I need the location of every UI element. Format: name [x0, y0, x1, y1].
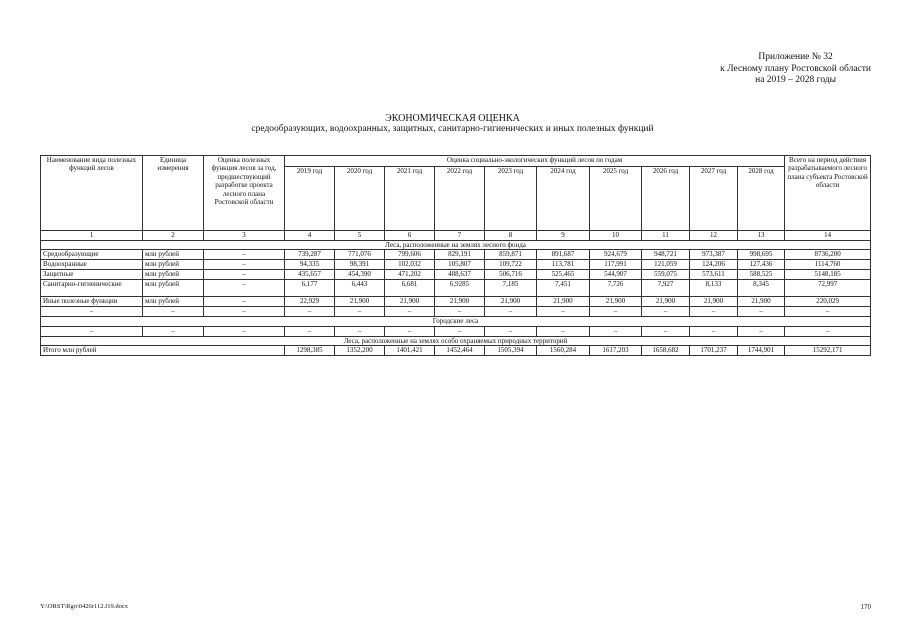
column-number: 3 [204, 231, 285, 241]
table-row [41, 297, 871, 307]
row-year-value: 7,185 [485, 280, 537, 297]
empty-cell: – [690, 307, 738, 317]
row-total: 72,997 [785, 280, 871, 297]
total-year-value: 1452,464 [435, 346, 485, 356]
header-year: 2020 год [335, 167, 385, 231]
row-year-value: 588,525 [738, 270, 785, 280]
row-previous-value: – [204, 270, 285, 280]
document-title [0, 113, 905, 135]
row-year-value: 7,927 [642, 280, 690, 297]
empty-cell: – [690, 326, 738, 336]
row-unit: млн рублей [143, 280, 204, 297]
section-title: Городские леса [41, 317, 871, 326]
section-title: Леса, расположенные на землях особо охраняемых природных территорий [41, 336, 871, 345]
row-year-value: 454,390 [335, 270, 385, 280]
row-year-value: 127,436 [738, 260, 785, 270]
table-row [41, 326, 871, 336]
row-year-value: 21,900 [590, 297, 642, 307]
total-year-value: 1701,237 [690, 346, 738, 356]
column-number: 4 [285, 231, 335, 241]
row-year-value: 6,9285 [435, 280, 485, 297]
empty-cell: – [785, 326, 871, 336]
header-year: 2028 год [738, 167, 785, 231]
row-previous-value: – [204, 280, 285, 297]
row-year-value: 102,032 [385, 260, 435, 270]
row-year-value: 124,206 [690, 260, 738, 270]
empty-cell: – [537, 326, 590, 336]
row-year-value: 8,345 [738, 280, 785, 297]
row-year-value: 109,722 [485, 260, 537, 270]
empty-cell: – [537, 307, 590, 317]
row-year-value: 21,900 [690, 297, 738, 307]
empty-cell: – [590, 326, 642, 336]
row-year-value: 948,721 [642, 250, 690, 260]
appendix-line-2: к Лесному плану Ростовской области [720, 63, 871, 74]
row-year-value: 559,075 [642, 270, 690, 280]
valuation-table [40, 155, 871, 356]
total-year-value: 1352,200 [335, 346, 385, 356]
total-row [41, 346, 871, 356]
column-number: 5 [335, 231, 385, 241]
column-number: 11 [642, 231, 690, 241]
empty-cell: – [738, 307, 785, 317]
section-row [41, 336, 871, 345]
row-year-value: 22,929 [285, 297, 335, 307]
row-year-value: 998,695 [738, 250, 785, 260]
row-previous-value: – [204, 250, 285, 260]
section-row [41, 317, 871, 326]
row-year-value: 98,391 [335, 260, 385, 270]
row-total: 1114,760 [785, 260, 871, 270]
column-numbers-row [41, 231, 871, 241]
total-year-value: 1744,901 [738, 346, 785, 356]
total-year-value: 1401,421 [385, 346, 435, 356]
row-year-value: 105,807 [435, 260, 485, 270]
header-year: 2027 год [690, 167, 738, 231]
empty-cell: – [41, 307, 143, 317]
row-year-value: 21,900 [738, 297, 785, 307]
row-year-value: 6,443 [335, 280, 385, 297]
row-total: 5148,185 [785, 270, 871, 280]
header-year: 2026 год [642, 167, 690, 231]
row-year-value: 21,900 [485, 297, 537, 307]
row-year-value: 544,907 [590, 270, 642, 280]
empty-cell: – [435, 326, 485, 336]
row-name: Водоохранные [41, 260, 143, 270]
header-previous-year: Оценка полезных функция лесов за год, предшествующий разработке проекта лесного плана Ростовской области [204, 156, 285, 231]
row-year-value: 488,637 [435, 270, 485, 280]
row-year-value: 21,900 [385, 297, 435, 307]
row-name: Санитарно-гигиенические [41, 280, 143, 297]
row-year-value: 21,900 [335, 297, 385, 307]
empty-cell: – [41, 326, 143, 336]
empty-cell: – [738, 326, 785, 336]
row-unit: млн рублей [143, 297, 204, 307]
row-year-value: 573,611 [690, 270, 738, 280]
header-years-group: Оценка социально-экологических функций лесов по годам [285, 156, 785, 167]
row-year-value: 121,059 [642, 260, 690, 270]
empty-cell: – [204, 307, 285, 317]
section-row [41, 241, 871, 250]
appendix-line-1: Приложение № 32 [758, 52, 833, 62]
empty-cell: – [285, 307, 335, 317]
row-year-value: 829,191 [435, 250, 485, 260]
row-year-value: 525,465 [537, 270, 590, 280]
empty-cell: – [590, 307, 642, 317]
row-total: 8736,200 [785, 250, 871, 260]
empty-cell: – [485, 307, 537, 317]
empty-cell: – [435, 307, 485, 317]
total-year-value: 1658,682 [642, 346, 690, 356]
table-row [41, 307, 871, 317]
header-year: 2021 год [385, 167, 435, 231]
appendix-line-3: на 2019 – 2028 годы [755, 75, 837, 85]
empty-cell: – [335, 326, 385, 336]
header-year: 2025 год [590, 167, 642, 231]
header-year: 2024 год [537, 167, 590, 231]
row-previous-value: – [204, 297, 285, 307]
column-number: 13 [738, 231, 785, 241]
total-year-value: 1617,203 [590, 346, 642, 356]
row-year-value: 7,726 [590, 280, 642, 297]
row-year-value: 973,387 [690, 250, 738, 260]
row-total: 220,029 [785, 297, 871, 307]
row-year-value: 8,133 [690, 280, 738, 297]
row-year-value: 859,871 [485, 250, 537, 260]
header-year: 2019 год [285, 167, 335, 231]
row-year-value: 739,287 [285, 250, 335, 260]
empty-cell: – [642, 307, 690, 317]
total-year-value: 1560,284 [537, 346, 590, 356]
header-year: 2022 год [435, 167, 485, 231]
row-year-value: 117,991 [590, 260, 642, 270]
column-number: 12 [690, 231, 738, 241]
row-year-value: 891,687 [537, 250, 590, 260]
footer-page-number: 170 [860, 603, 871, 611]
empty-cell: – [642, 326, 690, 336]
row-year-value: 21,900 [435, 297, 485, 307]
section-title: Леса, расположенные на землях лесного фонда [41, 241, 871, 250]
row-year-value: 21,900 [642, 297, 690, 307]
total-label: Итого млн рублей [41, 346, 285, 356]
row-name: Иные полезные функции [41, 297, 143, 307]
empty-cell: – [204, 326, 285, 336]
empty-cell: – [335, 307, 385, 317]
row-name: Средообразующие [41, 250, 143, 260]
table-row [41, 280, 871, 297]
row-unit: млн рублей [143, 270, 204, 280]
title-subtitle: средообразующих, водоохранных, защитных, санитарно-гигиенических и иных полезных функций [251, 124, 654, 134]
column-number: 2 [143, 231, 204, 241]
row-year-value: 506,716 [485, 270, 537, 280]
row-year-value: 94,335 [285, 260, 335, 270]
column-number: 14 [785, 231, 871, 241]
empty-cell: – [785, 307, 871, 317]
row-year-value: 113,781 [537, 260, 590, 270]
row-year-value: 6,681 [385, 280, 435, 297]
column-number: 1 [41, 231, 143, 241]
row-year-value: 924,679 [590, 250, 642, 260]
row-year-value: 771,076 [335, 250, 385, 260]
title-main: ЭКОНОМИЧЕСКАЯ ОЦЕНКА [385, 113, 520, 124]
column-number: 9 [537, 231, 590, 241]
row-previous-value: – [204, 260, 285, 270]
footer-file-path: Y:\ORST\Rgo\0426r112.f19.docx [40, 603, 128, 610]
column-number: 7 [435, 231, 485, 241]
empty-cell: – [485, 326, 537, 336]
header-name: Наименование вида полезных функций лесов [41, 156, 143, 231]
header-year: 2023 год [485, 167, 537, 231]
row-year-value: 471,202 [385, 270, 435, 280]
appendix-header [720, 52, 871, 87]
column-number: 10 [590, 231, 642, 241]
column-number: 8 [485, 231, 537, 241]
row-year-value: 21,900 [537, 297, 590, 307]
total-year-value: 1298,385 [285, 346, 335, 356]
table-row [41, 250, 871, 260]
empty-cell: – [385, 307, 435, 317]
grand-total: 15292,171 [785, 346, 871, 356]
row-year-value: 6,177 [285, 280, 335, 297]
header-unit: Единица измерения [143, 156, 204, 231]
total-year-value: 1505,394 [485, 346, 537, 356]
empty-cell: – [385, 326, 435, 336]
row-name: Защитные [41, 270, 143, 280]
row-unit: млн рублей [143, 250, 204, 260]
row-unit: млн рублей [143, 260, 204, 270]
row-year-value: 7,451 [537, 280, 590, 297]
column-number: 6 [385, 231, 435, 241]
empty-cell: – [143, 307, 204, 317]
table-row [41, 270, 871, 280]
row-year-value: 435,657 [285, 270, 335, 280]
table-row [41, 260, 871, 270]
empty-cell: – [285, 326, 335, 336]
header-total: Всего на период действия разрабатываемого лесного плана субъекта Ростовской области [785, 156, 871, 231]
empty-cell: – [143, 326, 204, 336]
row-year-value: 799,606 [385, 250, 435, 260]
